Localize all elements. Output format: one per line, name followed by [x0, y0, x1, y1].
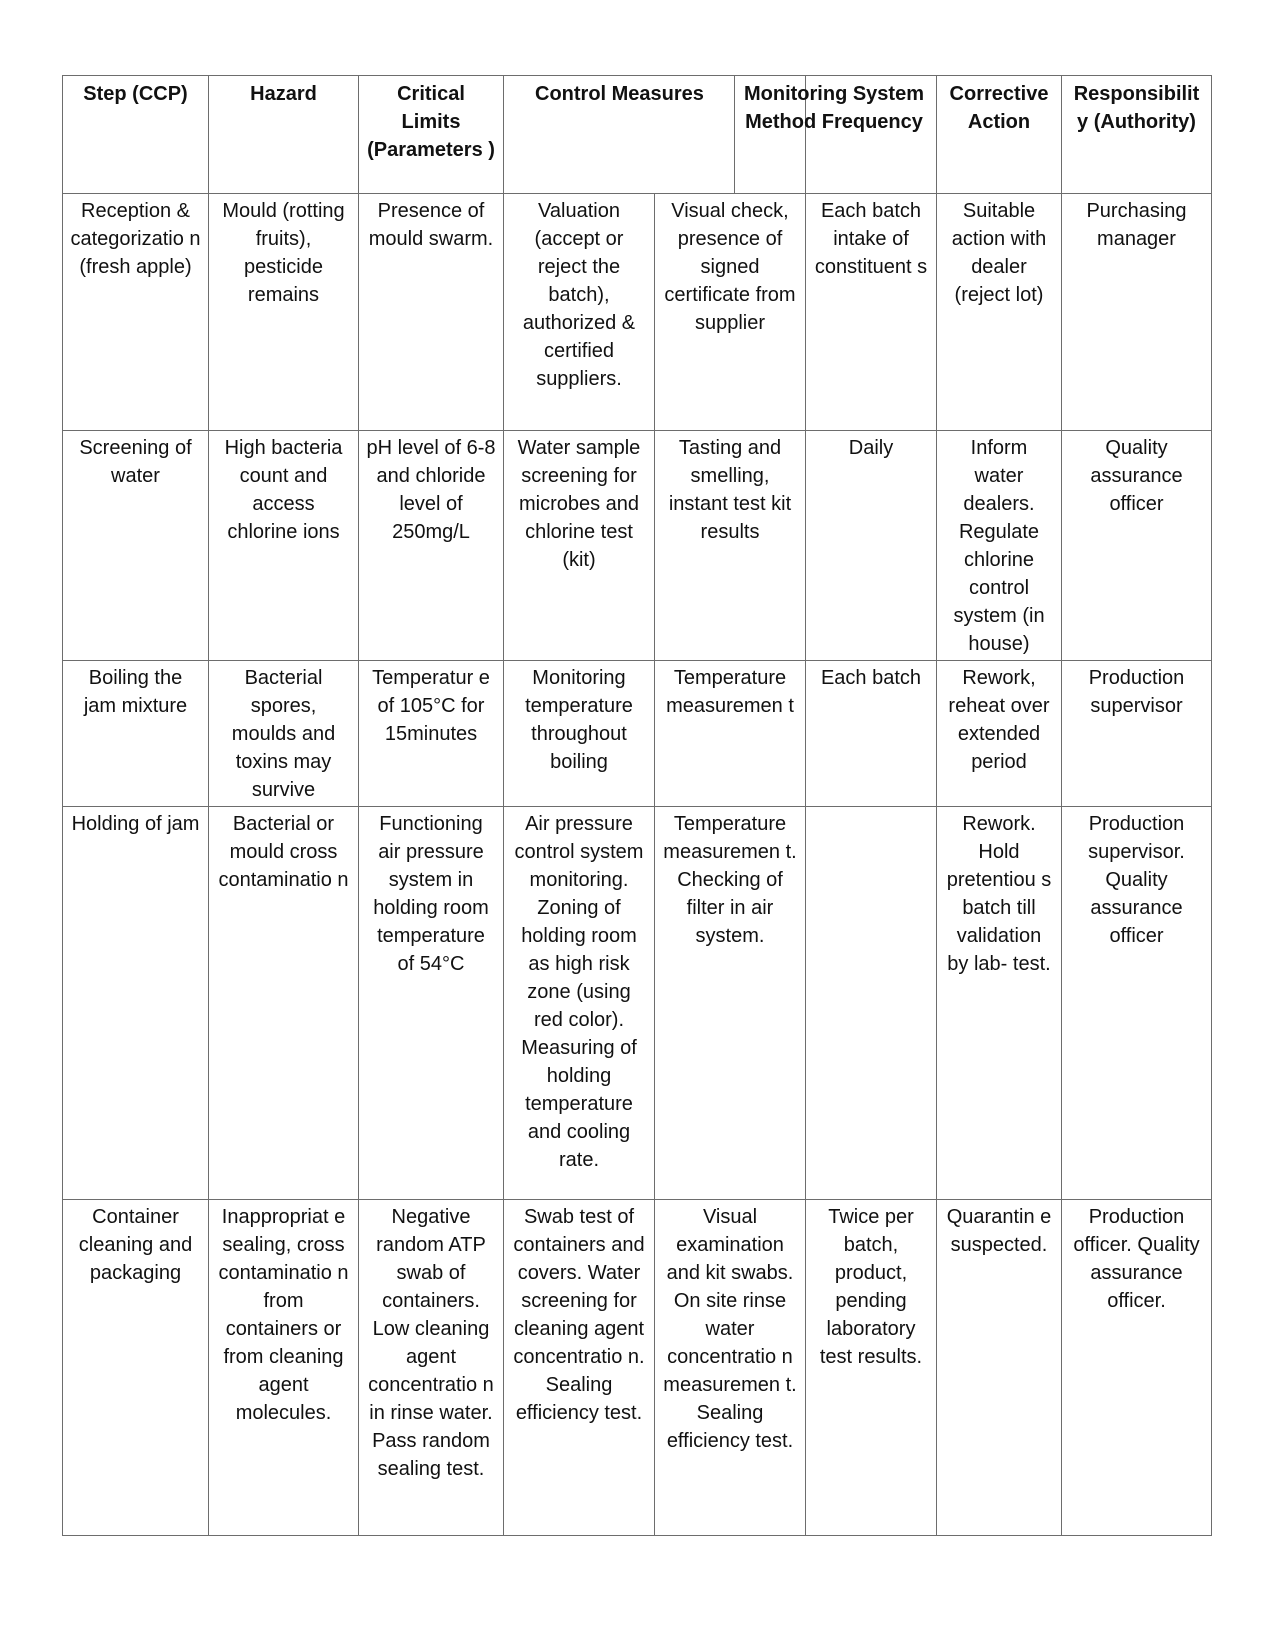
cell-frequency: Daily: [806, 431, 937, 661]
cell-responsibility: Production officer. Quality assurance officer.: [1062, 1200, 1212, 1536]
header-hazard: Hazard: [209, 76, 359, 194]
cell-monitoring-method: Temperature measuremen t: [655, 661, 806, 807]
table-row: [63, 1200, 1212, 1536]
header-responsibility: Responsibilit y (Authority): [1062, 76, 1212, 194]
cell-control-measures: Air pressure control system monitoring. Zoning of holding room as high risk zone (using red color). Measuring of holding temperature and cooling rate.: [504, 807, 655, 1200]
cell-corrective-action: Rework, reheat over extended period: [937, 661, 1062, 807]
header-control-measures-group: [504, 76, 924, 194]
cell-monitoring-method: Visual check, presence of signed certificate from supplier: [655, 194, 806, 431]
cell-hazard: Bacterial or mould cross contaminatio n: [209, 807, 359, 1200]
cell-frequency: Each batch: [806, 661, 937, 807]
cell-corrective-action: Suitable action with dealer (reject lot): [937, 194, 1062, 431]
header-corrective-action: Corrective Action: [937, 76, 1062, 194]
header-critical-limits: Critical Limits (Parameters ): [359, 76, 504, 194]
header-step: Step (CCP): [63, 76, 209, 194]
cell-responsibility: Quality assurance officer: [1062, 431, 1212, 661]
table-row: [63, 807, 1212, 1200]
cell-hazard: Mould (rotting fruits), pesticide remains: [209, 194, 359, 431]
cell-responsibility: Production supervisor. Quality assurance officer: [1062, 807, 1212, 1200]
cell-critical-limits: Presence of mould swarm.: [359, 194, 504, 431]
cell-step: Boiling the jam mixture: [63, 661, 209, 807]
cell-monitoring-method: Temperature measuremen t. Checking of filter in air system.: [655, 807, 806, 1200]
cell-step: Container cleaning and packaging: [63, 1200, 209, 1536]
cell-hazard: High bacteria count and access chlorine ions: [209, 431, 359, 661]
cell-corrective-action: Quarantin e suspected.: [937, 1200, 1062, 1536]
cell-control-measures: Swab test of containers and covers. Water screening for cleaning agent concentratio n. Sealing efficiency test.: [504, 1200, 655, 1536]
cell-control-measures: Monitoring temperature throughout boiling: [504, 661, 655, 807]
cell-step: Holding of jam: [63, 807, 209, 1200]
cell-frequency: Twice per batch, product, pending laboratory test results.: [806, 1200, 937, 1536]
cell-monitoring-method: Tasting and smelling, instant test kit results: [655, 431, 806, 661]
cell-hazard: Bacterial spores, moulds and toxins may survive: [209, 661, 359, 807]
cell-control-measures: Water sample screening for microbes and chlorine test (kit): [504, 431, 655, 661]
header-control-measures: Control Measures: [535, 83, 704, 105]
cell-step: Reception & categorizatio n (fresh apple): [63, 194, 209, 431]
cell-critical-limits: pH level of 6-8 and chloride level of 250mg/L: [359, 431, 504, 661]
header-row: [63, 76, 1212, 194]
cell-critical-limits: Functioning air pressure system in holding room temperature of 54°C: [359, 807, 504, 1200]
cell-step: Screening of water: [63, 431, 209, 661]
cell-critical-limits: Temperatur e of 105°C for 15minutes: [359, 661, 504, 807]
cell-corrective-action: Rework. Hold pretentiou s batch till validation by lab- test.: [937, 807, 1062, 1200]
cell-critical-limits: Negative random ATP swab of containers. Low cleaning agent concentratio n in rinse water. Pass random sealing test.: [359, 1200, 504, 1536]
cell-monitoring-method: Visual examination and kit swabs. On site rinse water concentratio n measuremen t. Sealing efficiency test.: [655, 1200, 806, 1536]
table-row: [63, 431, 1212, 661]
haccp-table: [62, 75, 1212, 1536]
cell-hazard: Inappropriat e sealing, cross contaminatio n from containers or from cleaning agent molecules.: [209, 1200, 359, 1536]
header-monitoring: Monitoring System Method Frequency: [743, 83, 924, 133]
table-row: [63, 661, 1212, 807]
cell-responsibility: Purchasing manager: [1062, 194, 1212, 431]
table-row: [63, 194, 1212, 431]
cell-control-measures: Valuation (accept or reject the batch), authorized & certified suppliers.: [504, 194, 655, 431]
cell-responsibility: Production supervisor: [1062, 661, 1212, 807]
cell-corrective-action: Inform water dealers. Regulate chlorine control system (in house): [937, 431, 1062, 661]
cell-frequency: Each batch intake of constituent s: [806, 194, 937, 431]
cell-frequency: [806, 807, 937, 1200]
